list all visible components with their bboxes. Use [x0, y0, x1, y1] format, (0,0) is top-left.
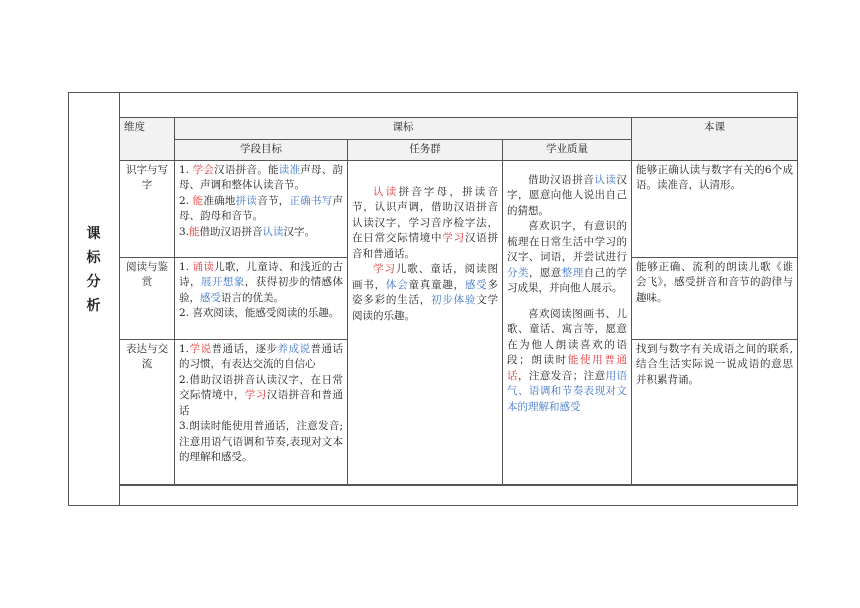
highlighted-term: 认读 [594, 173, 617, 186]
header-dimension: 维度 [120, 118, 175, 161]
goal-item [179, 342, 343, 373]
text-run: ，获得初步的情感体验， [179, 276, 344, 304]
highlighted-term: 展开想象 [200, 276, 245, 288]
highlighted-term: 感受 [200, 291, 221, 304]
text-run: 多姿多彩的生活， [352, 278, 499, 306]
text-run: 汉语拼音和普通话。 [352, 232, 499, 260]
text-run: 声母、韵母和音节。 [179, 194, 344, 222]
text-run: 声母、韵母、声调和整体认读音节。 [179, 163, 344, 191]
text-run: 普通话的习惯，有表达交流的自信心 [179, 342, 344, 370]
lesson-cell: 能够正确、流利的朗读儿歌《谁会飞》，感受拼音和音节的韵律与趣味。 [632, 257, 798, 339]
highlighted-term: 能 [189, 225, 200, 238]
goal-item [179, 419, 343, 466]
text-run: 汉语拼音和普通话 [179, 389, 344, 417]
lesson-cell: 能够正确认读与数字有关的6个成语。读准音，认清形。 [632, 160, 798, 257]
text-run: 2. 喜欢阅读，能感受阅读的乐趣。 [179, 307, 340, 319]
goal-item [179, 306, 343, 322]
quality-cell [503, 160, 632, 485]
text-run: 借助汉语拼音 [199, 225, 263, 238]
text-run: 2.借助汉语拼音认读汉字，在日常交际情境中， [179, 373, 343, 401]
text-run: 普通话，逐步 [211, 342, 278, 355]
header-standard: 课标 [175, 118, 632, 140]
highlighted-term: 能 [192, 194, 204, 207]
task-group-paragraph [352, 262, 498, 324]
highlighted-term: 正确书写 [289, 194, 333, 207]
highlighted-term: 诵读 [192, 260, 215, 273]
text-run: 喜欢阅读图画书、儿歌、童话、寓言等，愿意在为他人朗读喜欢的语段；朗读时 [507, 307, 627, 366]
highlighted-term: 学习 [244, 389, 267, 401]
quality-paragraph [507, 307, 627, 416]
side-title-char: 分 [86, 274, 101, 290]
text-run: 喜欢识字，有意识的梳理在日常生活中学习的汉字、词语，并尝试进行 [507, 220, 627, 263]
text-run: 拼音字母，拼读音节，认识声调，借助汉语拼音认读汉字，学习音序检字法，在日常交际情境中 [352, 185, 499, 244]
text-run: 语言的优美。 [221, 291, 284, 304]
highlighted-term: 拼读 [235, 194, 258, 207]
text-run: 1. [179, 260, 193, 273]
task-group-paragraph [352, 185, 498, 263]
goal-item [179, 194, 343, 225]
text-run: 3. [179, 225, 190, 238]
highlighted-term: 学说 [189, 342, 212, 355]
text-run: 3.朗读时能使用普通话，注意发音;注意用语气语调和节奏,表现对文本的理解和感受。 [179, 420, 343, 463]
text-run: 自己的学习成果，并向他人展示。 [507, 266, 628, 294]
goal-item [179, 163, 343, 194]
standards-table [119, 117, 798, 486]
text-run: 2. [179, 194, 193, 207]
text-run: 借助汉语拼音 [528, 173, 595, 186]
row-dimension: 阅读与鉴赏 [120, 257, 175, 339]
text-run: 音节， [257, 194, 290, 207]
highlighted-term: 学会 [192, 163, 215, 176]
row-dimension: 表达与交流 [120, 339, 175, 485]
text-run: 1. [179, 163, 193, 176]
side-title-char: 课 [86, 226, 101, 242]
text-run: 汉字，愿意向他人说出自己的猜想。 [507, 173, 627, 217]
highlighted-term: 整理 [561, 266, 584, 279]
highlighted-term: 读准 [278, 163, 301, 176]
text-run: 1. [179, 342, 190, 355]
row-goals [175, 339, 348, 485]
text-run: 汉语拼音。能 [214, 163, 279, 176]
text-run: ，注意发音；注意 [517, 369, 606, 382]
text-run: 汉字。 [283, 225, 316, 238]
highlighted-term: 认读 [262, 225, 284, 238]
side-title-char: 标 [86, 250, 101, 266]
highlighted-term: 初步体验 [431, 294, 477, 306]
side-title-char: 析 [86, 298, 101, 314]
header-stage-goal: 学段目标 [175, 140, 348, 161]
highlighted-term: 感受 [464, 278, 488, 291]
row-dimension: 识字与写字 [120, 160, 175, 257]
row-goals [175, 257, 348, 339]
header-task-group: 任务群 [348, 140, 503, 161]
text-run: 儿歌、童话，阅读图画书， [352, 263, 499, 291]
goal-item [179, 373, 343, 420]
header-lesson: 本课 [632, 118, 798, 161]
side-title [68, 222, 119, 318]
task-group-cell [348, 160, 503, 485]
text-run: 文学阅读的乐趣。 [352, 294, 499, 322]
highlighted-term: 学习 [442, 232, 465, 244]
highlighted-term: 养成说 [277, 342, 311, 355]
highlighted-term: 认读 [373, 185, 399, 198]
text-run: ，愿意 [528, 266, 562, 279]
goal-item [179, 260, 343, 307]
lesson-cell: 找到与数字有关成语之间的联系,结合生活实际说一说成语的意思并积累背诵。 [632, 339, 798, 485]
quality-paragraph [507, 173, 627, 220]
text-run: 童真童趣， [408, 278, 465, 291]
highlighted-term: 能使用普通话 [507, 354, 628, 382]
quality-paragraph [507, 219, 627, 297]
header-quality: 学业质量 [503, 140, 632, 161]
text-run: 儿歌，儿童诗、和浅近的古诗， [179, 260, 344, 288]
row-goals [175, 160, 348, 257]
highlighted-term: 用语气、语调和节奏表现对文本的理解和感受 [507, 369, 628, 413]
highlighted-term: 学习 [373, 263, 396, 275]
highlighted-term: 体会 [385, 278, 409, 291]
goal-item [179, 225, 343, 241]
highlighted-term: 分类 [507, 266, 529, 279]
text-run: 准确地 [203, 194, 236, 207]
